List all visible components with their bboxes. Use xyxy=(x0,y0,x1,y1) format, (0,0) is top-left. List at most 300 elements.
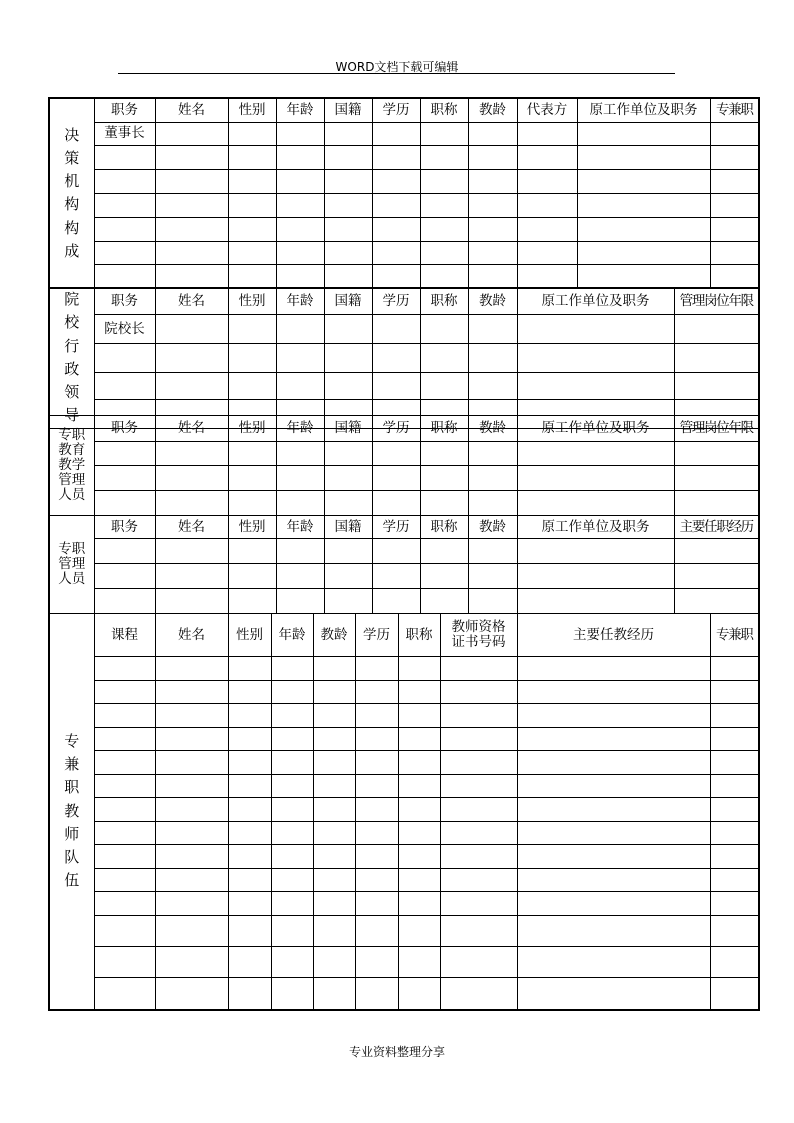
table-cell[interactable] xyxy=(94,657,155,681)
table-cell[interactable] xyxy=(710,657,759,681)
table-cell[interactable] xyxy=(324,193,372,217)
table-cell[interactable] xyxy=(228,978,271,1010)
table-cell[interactable] xyxy=(313,751,355,775)
table-cell[interactable] xyxy=(94,947,155,978)
table-cell[interactable] xyxy=(577,145,710,169)
table-cell[interactable] xyxy=(674,564,759,589)
table-cell[interactable] xyxy=(276,343,324,372)
table-cell[interactable] xyxy=(324,442,372,466)
table-cell[interactable] xyxy=(228,122,276,145)
table-cell[interactable] xyxy=(468,169,517,193)
table-cell[interactable] xyxy=(276,241,324,264)
table-cell[interactable] xyxy=(228,241,276,264)
table-cell[interactable] xyxy=(440,681,517,704)
table-cell[interactable] xyxy=(355,845,398,869)
table-cell[interactable] xyxy=(517,193,577,217)
table-cell[interactable] xyxy=(228,217,276,241)
table-cell[interactable] xyxy=(468,122,517,145)
table-cell[interactable] xyxy=(355,822,398,845)
table-cell[interactable] xyxy=(271,845,313,869)
table-cell[interactable] xyxy=(420,466,468,491)
table-cell[interactable] xyxy=(577,122,710,145)
table-cell[interactable] xyxy=(398,775,440,798)
table-cell[interactable] xyxy=(355,916,398,947)
table-cell[interactable] xyxy=(517,442,674,466)
table-cell[interactable] xyxy=(710,169,759,193)
table-cell[interactable] xyxy=(517,264,577,288)
table-cell[interactable] xyxy=(155,657,228,681)
table-cell[interactable] xyxy=(710,122,759,145)
table-cell[interactable] xyxy=(324,466,372,491)
table-cell[interactable] xyxy=(674,491,759,516)
table-cell[interactable] xyxy=(271,657,313,681)
table-cell[interactable] xyxy=(228,657,271,681)
table-cell[interactable] xyxy=(440,822,517,845)
table-cell[interactable] xyxy=(517,122,577,145)
table-cell[interactable] xyxy=(517,657,710,681)
table-cell[interactable] xyxy=(313,681,355,704)
table-cell[interactable] xyxy=(517,372,674,399)
table-cell[interactable] xyxy=(372,466,420,491)
table-cell[interactable] xyxy=(155,704,228,728)
table-cell[interactable] xyxy=(372,343,420,372)
table-cell[interactable] xyxy=(324,145,372,169)
table-cell[interactable] xyxy=(228,264,276,288)
table-cell[interactable] xyxy=(517,822,710,845)
table-cell[interactable] xyxy=(372,241,420,264)
table-cell[interactable] xyxy=(94,145,155,169)
table-cell[interactable] xyxy=(710,241,759,264)
table-cell[interactable] xyxy=(710,822,759,845)
table-cell[interactable] xyxy=(468,145,517,169)
table-cell[interactable] xyxy=(517,589,674,614)
table-cell[interactable] xyxy=(577,193,710,217)
table-cell[interactable] xyxy=(468,442,517,466)
table-cell[interactable] xyxy=(440,657,517,681)
table-cell[interactable] xyxy=(276,539,324,564)
table-cell[interactable] xyxy=(276,169,324,193)
table-cell[interactable] xyxy=(710,751,759,775)
role-cell[interactable]: 院校长 xyxy=(94,315,155,344)
table-cell[interactable] xyxy=(324,539,372,564)
table-cell[interactable] xyxy=(517,217,577,241)
table-cell[interactable] xyxy=(94,193,155,217)
table-cell[interactable] xyxy=(324,122,372,145)
table-cell[interactable] xyxy=(155,798,228,822)
table-cell[interactable] xyxy=(228,193,276,217)
table-cell[interactable] xyxy=(94,775,155,798)
table-cell[interactable] xyxy=(155,241,228,264)
table-cell[interactable] xyxy=(228,798,271,822)
table-cell[interactable] xyxy=(155,775,228,798)
table-cell[interactable] xyxy=(517,892,710,916)
table-cell[interactable] xyxy=(94,681,155,704)
table-cell[interactable] xyxy=(228,564,276,589)
table-cell[interactable] xyxy=(94,539,155,564)
table-cell[interactable] xyxy=(710,798,759,822)
table-cell[interactable] xyxy=(372,169,420,193)
table-cell[interactable] xyxy=(372,372,420,399)
table-cell[interactable] xyxy=(420,217,468,241)
table-cell[interactable] xyxy=(313,704,355,728)
table-cell[interactable] xyxy=(517,466,674,491)
table-cell[interactable] xyxy=(440,798,517,822)
table-cell[interactable] xyxy=(517,343,674,372)
table-cell[interactable] xyxy=(324,217,372,241)
table-cell[interactable] xyxy=(228,892,271,916)
table-cell[interactable] xyxy=(420,372,468,399)
table-cell[interactable] xyxy=(94,728,155,751)
table-cell[interactable] xyxy=(440,978,517,1010)
table-cell[interactable] xyxy=(710,845,759,869)
table-cell[interactable] xyxy=(355,869,398,892)
table-cell[interactable] xyxy=(440,775,517,798)
table-cell[interactable] xyxy=(398,978,440,1010)
table-cell[interactable] xyxy=(94,822,155,845)
table-cell[interactable] xyxy=(313,845,355,869)
table-cell[interactable] xyxy=(440,704,517,728)
table-cell[interactable] xyxy=(228,442,276,466)
table-cell[interactable] xyxy=(276,372,324,399)
table-cell[interactable] xyxy=(94,589,155,614)
table-cell[interactable] xyxy=(398,657,440,681)
table-cell[interactable] xyxy=(94,845,155,869)
table-cell[interactable] xyxy=(228,947,271,978)
table-cell[interactable] xyxy=(94,892,155,916)
table-cell[interactable] xyxy=(440,947,517,978)
table-cell[interactable] xyxy=(710,869,759,892)
table-cell[interactable] xyxy=(517,947,710,978)
table-cell[interactable] xyxy=(468,491,517,516)
table-cell[interactable] xyxy=(94,343,155,372)
table-cell[interactable] xyxy=(517,241,577,264)
table-cell[interactable] xyxy=(420,241,468,264)
table-cell[interactable] xyxy=(324,169,372,193)
table-cell[interactable] xyxy=(155,978,228,1010)
table-cell[interactable] xyxy=(674,466,759,491)
table-cell[interactable] xyxy=(440,728,517,751)
table-cell[interactable] xyxy=(468,564,517,589)
table-cell[interactable] xyxy=(420,539,468,564)
table-cell[interactable] xyxy=(398,947,440,978)
table-cell[interactable] xyxy=(398,845,440,869)
table-cell[interactable] xyxy=(155,589,228,614)
table-cell[interactable] xyxy=(468,315,517,344)
table-cell[interactable] xyxy=(468,372,517,399)
table-cell[interactable] xyxy=(398,728,440,751)
table-cell[interactable] xyxy=(440,845,517,869)
table-cell[interactable] xyxy=(228,466,276,491)
table-cell[interactable] xyxy=(372,193,420,217)
table-cell[interactable] xyxy=(517,728,710,751)
table-cell[interactable] xyxy=(276,589,324,614)
table-cell[interactable] xyxy=(94,372,155,399)
table-cell[interactable] xyxy=(355,657,398,681)
table-cell[interactable] xyxy=(517,315,674,344)
table-cell[interactable] xyxy=(228,845,271,869)
table-cell[interactable] xyxy=(271,978,313,1010)
table-cell[interactable] xyxy=(155,343,228,372)
table-cell[interactable] xyxy=(313,947,355,978)
table-cell[interactable] xyxy=(355,798,398,822)
table-cell[interactable] xyxy=(674,442,759,466)
table-cell[interactable] xyxy=(468,539,517,564)
table-cell[interactable] xyxy=(674,315,759,344)
table-cell[interactable] xyxy=(440,869,517,892)
table-cell[interactable] xyxy=(228,539,276,564)
table-cell[interactable] xyxy=(313,728,355,751)
table-cell[interactable] xyxy=(271,916,313,947)
table-cell[interactable] xyxy=(517,775,710,798)
table-cell[interactable] xyxy=(155,442,228,466)
table-cell[interactable] xyxy=(155,822,228,845)
table-cell[interactable] xyxy=(420,193,468,217)
table-cell[interactable] xyxy=(420,564,468,589)
table-cell[interactable] xyxy=(155,869,228,892)
table-cell[interactable] xyxy=(577,217,710,241)
table-cell[interactable] xyxy=(372,564,420,589)
table-cell[interactable] xyxy=(398,869,440,892)
table-cell[interactable] xyxy=(468,217,517,241)
table-cell[interactable] xyxy=(94,491,155,516)
table-cell[interactable] xyxy=(324,264,372,288)
table-cell[interactable] xyxy=(94,564,155,589)
table-cell[interactable] xyxy=(398,822,440,845)
table-cell[interactable] xyxy=(355,775,398,798)
table-cell[interactable] xyxy=(94,916,155,947)
table-cell[interactable] xyxy=(324,372,372,399)
table-cell[interactable] xyxy=(271,822,313,845)
table-cell[interactable] xyxy=(94,241,155,264)
table-cell[interactable] xyxy=(710,916,759,947)
table-cell[interactable] xyxy=(517,539,674,564)
table-cell[interactable] xyxy=(94,751,155,775)
table-cell[interactable] xyxy=(517,869,710,892)
table-cell[interactable] xyxy=(674,589,759,614)
table-cell[interactable] xyxy=(228,869,271,892)
table-cell[interactable] xyxy=(94,264,155,288)
table-cell[interactable] xyxy=(710,681,759,704)
table-cell[interactable] xyxy=(271,947,313,978)
table-cell[interactable] xyxy=(710,264,759,288)
table-cell[interactable] xyxy=(355,681,398,704)
table-cell[interactable] xyxy=(674,372,759,399)
table-cell[interactable] xyxy=(398,892,440,916)
table-cell[interactable] xyxy=(155,947,228,978)
table-cell[interactable] xyxy=(372,264,420,288)
table-cell[interactable] xyxy=(276,315,324,344)
table-cell[interactable] xyxy=(420,589,468,614)
table-cell[interactable] xyxy=(228,916,271,947)
table-cell[interactable] xyxy=(313,822,355,845)
table-cell[interactable] xyxy=(324,343,372,372)
table-cell[interactable] xyxy=(228,169,276,193)
table-cell[interactable] xyxy=(94,169,155,193)
table-cell[interactable] xyxy=(276,491,324,516)
table-cell[interactable] xyxy=(577,264,710,288)
table-cell[interactable] xyxy=(440,892,517,916)
table-cell[interactable] xyxy=(398,798,440,822)
table-cell[interactable] xyxy=(155,217,228,241)
table-cell[interactable] xyxy=(94,869,155,892)
table-cell[interactable] xyxy=(372,122,420,145)
table-cell[interactable] xyxy=(271,869,313,892)
table-cell[interactable] xyxy=(271,892,313,916)
table-cell[interactable] xyxy=(355,947,398,978)
table-cell[interactable] xyxy=(155,728,228,751)
table-cell[interactable] xyxy=(577,241,710,264)
table-cell[interactable] xyxy=(517,751,710,775)
table-cell[interactable] xyxy=(276,122,324,145)
table-cell[interactable] xyxy=(674,343,759,372)
table-cell[interactable] xyxy=(313,869,355,892)
table-cell[interactable] xyxy=(517,681,710,704)
table-cell[interactable] xyxy=(468,193,517,217)
table-cell[interactable] xyxy=(577,169,710,193)
table-cell[interactable] xyxy=(420,315,468,344)
table-cell[interactable] xyxy=(372,539,420,564)
table-cell[interactable] xyxy=(271,704,313,728)
table-cell[interactable] xyxy=(710,145,759,169)
table-cell[interactable] xyxy=(517,145,577,169)
table-cell[interactable] xyxy=(517,169,577,193)
table-cell[interactable] xyxy=(372,589,420,614)
table-cell[interactable] xyxy=(355,751,398,775)
table-cell[interactable] xyxy=(228,315,276,344)
table-cell[interactable] xyxy=(313,916,355,947)
table-cell[interactable] xyxy=(155,122,228,145)
table-cell[interactable] xyxy=(155,372,228,399)
table-cell[interactable] xyxy=(155,315,228,344)
table-cell[interactable] xyxy=(710,704,759,728)
table-cell[interactable] xyxy=(517,798,710,822)
table-cell[interactable] xyxy=(228,751,271,775)
table-cell[interactable] xyxy=(468,264,517,288)
table-cell[interactable] xyxy=(155,491,228,516)
table-cell[interactable] xyxy=(271,681,313,704)
table-cell[interactable] xyxy=(398,704,440,728)
table-cell[interactable] xyxy=(271,751,313,775)
table-cell[interactable] xyxy=(228,343,276,372)
table-cell[interactable] xyxy=(468,343,517,372)
table-cell[interactable] xyxy=(271,798,313,822)
table-cell[interactable] xyxy=(710,892,759,916)
table-cell[interactable] xyxy=(468,466,517,491)
table-cell[interactable] xyxy=(155,751,228,775)
table-cell[interactable] xyxy=(276,217,324,241)
table-cell[interactable] xyxy=(324,564,372,589)
table-cell[interactable] xyxy=(228,775,271,798)
table-cell[interactable] xyxy=(228,704,271,728)
table-cell[interactable] xyxy=(517,564,674,589)
table-cell[interactable] xyxy=(228,728,271,751)
table-cell[interactable] xyxy=(517,491,674,516)
table-cell[interactable] xyxy=(276,145,324,169)
table-cell[interactable] xyxy=(517,916,710,947)
table-cell[interactable] xyxy=(155,845,228,869)
table-cell[interactable] xyxy=(155,193,228,217)
table-cell[interactable] xyxy=(155,892,228,916)
table-cell[interactable] xyxy=(155,145,228,169)
table-cell[interactable] xyxy=(372,491,420,516)
table-cell[interactable] xyxy=(228,491,276,516)
table-cell[interactable] xyxy=(517,845,710,869)
table-cell[interactable] xyxy=(228,822,271,845)
table-cell[interactable] xyxy=(355,892,398,916)
table-cell[interactable] xyxy=(372,315,420,344)
table-cell[interactable] xyxy=(420,145,468,169)
table-cell[interactable] xyxy=(372,442,420,466)
table-cell[interactable] xyxy=(313,798,355,822)
table-cell[interactable] xyxy=(94,217,155,241)
table-cell[interactable] xyxy=(710,193,759,217)
table-cell[interactable] xyxy=(94,466,155,491)
table-cell[interactable] xyxy=(94,798,155,822)
table-cell[interactable] xyxy=(276,466,324,491)
table-cell[interactable] xyxy=(710,217,759,241)
table-cell[interactable] xyxy=(420,264,468,288)
table-cell[interactable] xyxy=(155,169,228,193)
table-cell[interactable] xyxy=(324,491,372,516)
table-cell[interactable] xyxy=(468,241,517,264)
table-cell[interactable] xyxy=(155,681,228,704)
table-cell[interactable] xyxy=(420,122,468,145)
table-cell[interactable] xyxy=(517,978,710,1010)
table-cell[interactable] xyxy=(271,728,313,751)
table-cell[interactable] xyxy=(228,681,271,704)
table-cell[interactable] xyxy=(271,775,313,798)
table-cell[interactable] xyxy=(94,704,155,728)
table-cell[interactable] xyxy=(155,264,228,288)
table-cell[interactable] xyxy=(94,442,155,466)
table-cell[interactable] xyxy=(276,564,324,589)
table-cell[interactable] xyxy=(94,978,155,1010)
table-cell[interactable] xyxy=(155,564,228,589)
table-cell[interactable] xyxy=(710,947,759,978)
table-cell[interactable] xyxy=(276,193,324,217)
table-cell[interactable] xyxy=(372,217,420,241)
table-cell[interactable] xyxy=(420,169,468,193)
table-cell[interactable] xyxy=(420,491,468,516)
table-cell[interactable] xyxy=(355,978,398,1010)
table-cell[interactable] xyxy=(324,315,372,344)
table-cell[interactable] xyxy=(228,372,276,399)
table-cell[interactable] xyxy=(313,892,355,916)
table-cell[interactable] xyxy=(355,728,398,751)
table-cell[interactable] xyxy=(398,916,440,947)
table-cell[interactable] xyxy=(313,775,355,798)
table-cell[interactable] xyxy=(155,466,228,491)
table-cell[interactable] xyxy=(276,264,324,288)
table-cell[interactable] xyxy=(674,539,759,564)
table-cell[interactable] xyxy=(155,916,228,947)
table-cell[interactable] xyxy=(398,751,440,775)
table-cell[interactable] xyxy=(355,704,398,728)
table-cell[interactable] xyxy=(517,704,710,728)
table-cell[interactable] xyxy=(313,657,355,681)
table-cell[interactable] xyxy=(324,241,372,264)
table-cell[interactable] xyxy=(468,589,517,614)
table-cell[interactable] xyxy=(155,539,228,564)
table-cell[interactable] xyxy=(710,978,759,1010)
table-cell[interactable] xyxy=(372,145,420,169)
table-cell[interactable] xyxy=(420,343,468,372)
table-cell[interactable] xyxy=(313,978,355,1010)
table-cell[interactable] xyxy=(420,442,468,466)
table-cell[interactable] xyxy=(228,589,276,614)
table-cell[interactable] xyxy=(324,589,372,614)
table-cell[interactable] xyxy=(276,442,324,466)
